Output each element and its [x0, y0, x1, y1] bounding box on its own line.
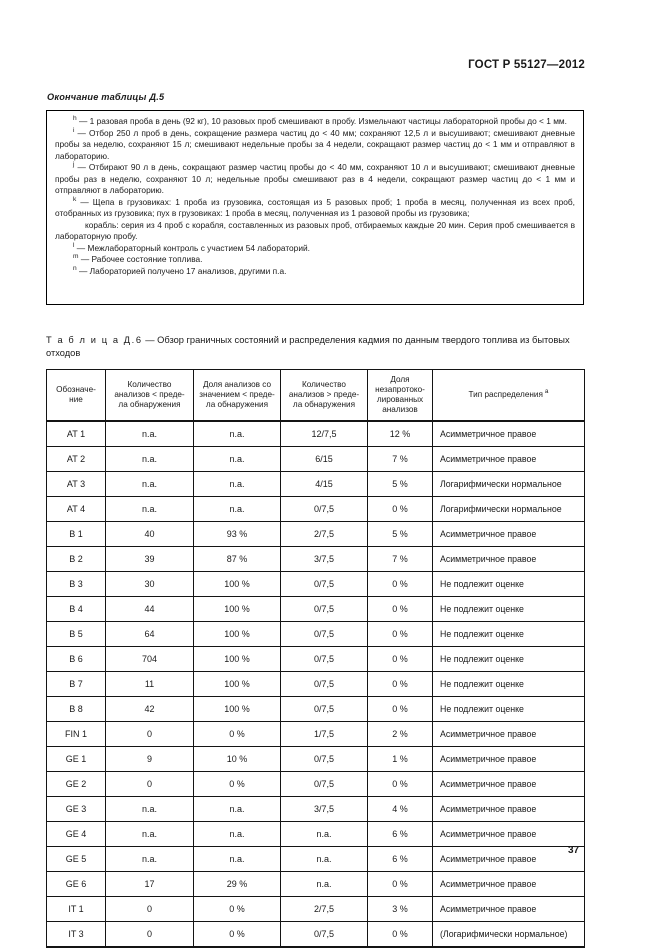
- table-cell: Не подлежит оценке: [433, 697, 585, 722]
- page-number: 37: [568, 845, 580, 856]
- table-cell: Асимметричное правое: [433, 747, 585, 772]
- table-cell: 0 %: [194, 897, 281, 922]
- table-cell: 0/7,5: [281, 647, 368, 672]
- table-cell: Асимметричное правое: [433, 722, 585, 747]
- table-header-row: [47, 370, 585, 422]
- table-column-header: Доля незапротоко- лированных анализов: [368, 370, 433, 422]
- table-cell: n.a.: [194, 497, 281, 522]
- footnotes-box: [46, 110, 584, 305]
- footnote-text: — Щепа в грузовиках: 1 проба из грузовика, состоящая из 5 разовых проб; 1 проба в месяц, полученная из всех проб, отобранных из грузовика; пух в грузовиках: 1 проба в месяц, полученная из 1 разовой пробы из грузовика;: [55, 196, 575, 218]
- table-cell: n.a.: [281, 847, 368, 872]
- table-cell: (Логарифмически нормальное): [433, 922, 585, 948]
- footnote-text: — Отбирают 90 л в день, сокращают размер частиц пробы до < 40 мм, сохраняют 10 л и высушивают; смешивают дневные пробы раз в неделю, сохраняют 10 л; недельные пробы смешивают раз в 4 недели, сокращают размер частиц до < 1 мм и отправляют в лабораторию.: [55, 162, 575, 195]
- table-cell: n.a.: [194, 797, 281, 822]
- footnotes-list: [55, 116, 575, 277]
- footnote-marker: i: [73, 126, 75, 134]
- table-cell: 64: [106, 622, 194, 647]
- table-cell: 0 %: [368, 672, 433, 697]
- table-row: [47, 847, 585, 872]
- row-designation-cell: FIN 1: [47, 722, 106, 747]
- footnote-marker: j: [73, 161, 75, 169]
- table-cell: 3/7,5: [281, 797, 368, 822]
- table-row: [47, 421, 585, 447]
- table-row: [47, 597, 585, 622]
- table-cell: 6 %: [368, 847, 433, 872]
- table-row: [47, 572, 585, 597]
- table-cell: 0 %: [368, 572, 433, 597]
- table-cell: 2/7,5: [281, 522, 368, 547]
- table-cell: Логарифмически нормальное: [433, 472, 585, 497]
- row-designation-cell: B 1: [47, 522, 106, 547]
- footnote-text: — Межлабораторный контроль с участием 54 лабораторий.: [76, 242, 310, 253]
- row-designation-cell: AT 4: [47, 497, 106, 522]
- row-designation-cell: B 4: [47, 597, 106, 622]
- table-cell: 0/7,5: [281, 922, 368, 948]
- table-cell: 0/7,5: [281, 772, 368, 797]
- footnote-item: [55, 243, 575, 255]
- row-designation-cell: B 3: [47, 572, 106, 597]
- table-cell: Асимметричное правое: [433, 772, 585, 797]
- table-cell: 5 %: [368, 472, 433, 497]
- table-cell: 6/15: [281, 447, 368, 472]
- table-cell: 100 %: [194, 572, 281, 597]
- row-designation-cell: AT 2: [47, 447, 106, 472]
- table-cell: 100 %: [194, 647, 281, 672]
- footnote-marker: k: [73, 195, 77, 203]
- table-cell: n.a.: [194, 822, 281, 847]
- table-cell: 0: [106, 922, 194, 948]
- table-cell: 93 %: [194, 522, 281, 547]
- table-cell: 3 %: [368, 897, 433, 922]
- table-row: [47, 822, 585, 847]
- table-row: [47, 497, 585, 522]
- table-row: [47, 472, 585, 497]
- footnote-item: [55, 116, 575, 128]
- table-column-header: Доля анализов со значением < преде- ла обнаружения: [194, 370, 281, 422]
- table-column-header: Количество анализов > преде- ла обнаружения: [281, 370, 368, 422]
- footnote-item: [55, 197, 575, 220]
- table-cell: 1/7,5: [281, 722, 368, 747]
- table-cell: 0/7,5: [281, 622, 368, 647]
- table-cell: Асимметричное правое: [433, 897, 585, 922]
- table-cell: 0 %: [368, 497, 433, 522]
- row-designation-cell: AT 3: [47, 472, 106, 497]
- footnote-item: [55, 220, 575, 243]
- table-row: [47, 747, 585, 772]
- table-d6-wrapper: [46, 369, 584, 948]
- table-cell: 0/7,5: [281, 697, 368, 722]
- table-cell: 11: [106, 672, 194, 697]
- footnote-item: [55, 128, 575, 163]
- table-row: [47, 872, 585, 897]
- table-cell: Асимметричное правое: [433, 822, 585, 847]
- footnote-item: [55, 266, 575, 278]
- table-cell: 1 %: [368, 747, 433, 772]
- table-cell: 0/7,5: [281, 672, 368, 697]
- footnote-marker: l: [73, 241, 75, 249]
- table-cell: n.a.: [281, 822, 368, 847]
- table-cell: 5 %: [368, 522, 433, 547]
- standard-header: ГОСТ Р 55127—2012: [468, 59, 585, 71]
- row-designation-cell: GE 1: [47, 747, 106, 772]
- table-caption-text: — Обзор граничных состояний и распределения кадмия по данным твердого топлива из бытовых отходов: [46, 335, 570, 358]
- table-row: [47, 697, 585, 722]
- table-cell: 0 %: [194, 922, 281, 948]
- header-footnote-marker: a: [544, 388, 549, 396]
- row-designation-cell: GE 6: [47, 872, 106, 897]
- table-cell: 3/7,5: [281, 547, 368, 572]
- table-row: [47, 447, 585, 472]
- table-cell: Не подлежит оценке: [433, 672, 585, 697]
- footnote-text: корабль: серия из 4 проб с корабля, составленных из разовых проб, отбираемых каждые 20 мин. Серия проб смешивается в лабораторную пробу.: [55, 219, 575, 241]
- table-cell: n.a.: [106, 472, 194, 497]
- footnote-marker: h: [73, 115, 77, 123]
- footnote-marker: m: [73, 253, 79, 261]
- table-cell: 0 %: [194, 722, 281, 747]
- table-column-header: Обозначе- ние: [47, 370, 106, 422]
- table-cell: 9: [106, 747, 194, 772]
- table-row: [47, 522, 585, 547]
- table-row: [47, 797, 585, 822]
- table-column-header: Тип распределения $^a$: [433, 370, 585, 422]
- table-cell: 0 %: [368, 872, 433, 897]
- footnote-text: — 1 разовая проба в день (92 кг), 10 разовых проб смешивают в пробу. Измельчают частицы лабораторной пробы до < 1 мм.: [79, 116, 567, 126]
- row-designation-cell: GE 4: [47, 822, 106, 847]
- row-designation-cell: B 7: [47, 672, 106, 697]
- table-cell: n.a.: [106, 447, 194, 472]
- table-cell: 0 %: [194, 772, 281, 797]
- table-cell: 0/7,5: [281, 747, 368, 772]
- table-cell: n.a.: [106, 497, 194, 522]
- table-row: [47, 672, 585, 697]
- table-cell: 12 %: [368, 421, 433, 447]
- table-cell: 4/15: [281, 472, 368, 497]
- table-cell: Не подлежит оценке: [433, 622, 585, 647]
- row-designation-cell: IT 1: [47, 897, 106, 922]
- table-cell: 0 %: [368, 597, 433, 622]
- table-cell: 2/7,5: [281, 897, 368, 922]
- row-designation-cell: GE 3: [47, 797, 106, 822]
- table-cell: 0 %: [368, 922, 433, 948]
- table-cell: 4 %: [368, 797, 433, 822]
- table-cell: 39: [106, 547, 194, 572]
- table-body: [47, 421, 585, 947]
- table-row: [47, 622, 585, 647]
- table-cell: 40: [106, 522, 194, 547]
- row-designation-cell: GE 2: [47, 772, 106, 797]
- table-continuation-caption: Окончание таблицы Д.5: [47, 92, 165, 102]
- table-row: [47, 547, 585, 572]
- table-cell: 0 %: [368, 622, 433, 647]
- table-cell: 0: [106, 772, 194, 797]
- table-cell: 42: [106, 697, 194, 722]
- footnote-item: [55, 254, 575, 266]
- table-row: [47, 897, 585, 922]
- table-cell: 7 %: [368, 447, 433, 472]
- table-row: [47, 647, 585, 672]
- row-designation-cell: AT 1: [47, 421, 106, 447]
- table-cell: n.a.: [194, 421, 281, 447]
- table-d6: [46, 369, 585, 948]
- table-cell: 0 %: [368, 647, 433, 672]
- table-cell: 100 %: [194, 622, 281, 647]
- table-row: [47, 722, 585, 747]
- table-cell: 0 %: [368, 697, 433, 722]
- table-cell: Асимметричное правое: [433, 522, 585, 547]
- table-cell: Логарифмически нормальное: [433, 497, 585, 522]
- row-designation-cell: B 6: [47, 647, 106, 672]
- table-cell: 100 %: [194, 672, 281, 697]
- footnote-text: — Лабораторией получено 17 анализов, другими п.а.: [79, 265, 287, 276]
- table-cell: n.a.: [106, 421, 194, 447]
- table-cell: 0/7,5: [281, 497, 368, 522]
- table-cell: 0/7,5: [281, 597, 368, 622]
- table-cell: Асимметричное правое: [433, 872, 585, 897]
- table-cell: 44: [106, 597, 194, 622]
- table-cell: 100 %: [194, 597, 281, 622]
- footnote-marker: n: [73, 264, 77, 272]
- row-designation-cell: GE 5: [47, 847, 106, 872]
- footnote-text: — Рабочее состояние топлива.: [80, 254, 203, 264]
- table-cell: n.a.: [106, 797, 194, 822]
- row-designation-cell: B 5: [47, 622, 106, 647]
- row-designation-cell: B 2: [47, 547, 106, 572]
- table-cell: 12/7,5: [281, 421, 368, 447]
- table-cell: Не подлежит оценке: [433, 597, 585, 622]
- table-cell: n.a.: [194, 472, 281, 497]
- table-cell: 100 %: [194, 697, 281, 722]
- table-cell: 0/7,5: [281, 572, 368, 597]
- footnote-item: [55, 162, 575, 197]
- table-cell: 30: [106, 572, 194, 597]
- table-cell: Не подлежит оценке: [433, 647, 585, 672]
- table-cell: 6 %: [368, 822, 433, 847]
- table-cell: 7 %: [368, 547, 433, 572]
- table-cell: Не подлежит оценке: [433, 572, 585, 597]
- table-cell: 87 %: [194, 547, 281, 572]
- table-cell: 2 %: [368, 722, 433, 747]
- table-cell: 29 %: [194, 872, 281, 897]
- table-cell: Асимметричное правое: [433, 421, 585, 447]
- table-caption-label: Т а б л и ц а Д.6: [46, 335, 143, 345]
- table-row: [47, 922, 585, 948]
- table-cell: 0: [106, 897, 194, 922]
- table-cell: n.a.: [106, 847, 194, 872]
- table-cell: n.a.: [194, 447, 281, 472]
- table-header: [47, 370, 585, 422]
- row-designation-cell: B 8: [47, 697, 106, 722]
- table-cell: Асимметричное правое: [433, 547, 585, 572]
- table-cell: Асимметричное правое: [433, 447, 585, 472]
- table-cell: n.a.: [106, 822, 194, 847]
- table-column-header: Количество анализов < преде- ла обнаружения: [106, 370, 194, 422]
- table-cell: 704: [106, 647, 194, 672]
- table-cell: 10 %: [194, 747, 281, 772]
- table-cell: 17: [106, 872, 194, 897]
- table-cell: Асимметричное правое: [433, 797, 585, 822]
- table-cell: n.a.: [281, 872, 368, 897]
- row-designation-cell: IT 3: [47, 922, 106, 948]
- table-cell: Асимметричное правое: [433, 847, 585, 872]
- table-cell: 0: [106, 722, 194, 747]
- table-cell: 0 %: [368, 772, 433, 797]
- table-caption: [46, 334, 586, 360]
- table-row: [47, 772, 585, 797]
- footnote-text: — Отбор 250 л проб в день, сокращение размера частиц до < 40 мм; сохраняют 12,5 л и высушивают; смешивают дневные пробы за неделю, сохраняют 15 л; смешивают недельные пробы за 4 недели, сокращают размер частиц до < 1 мм и отправляют в лабораторию.: [55, 127, 575, 161]
- table-cell: n.a.: [194, 847, 281, 872]
